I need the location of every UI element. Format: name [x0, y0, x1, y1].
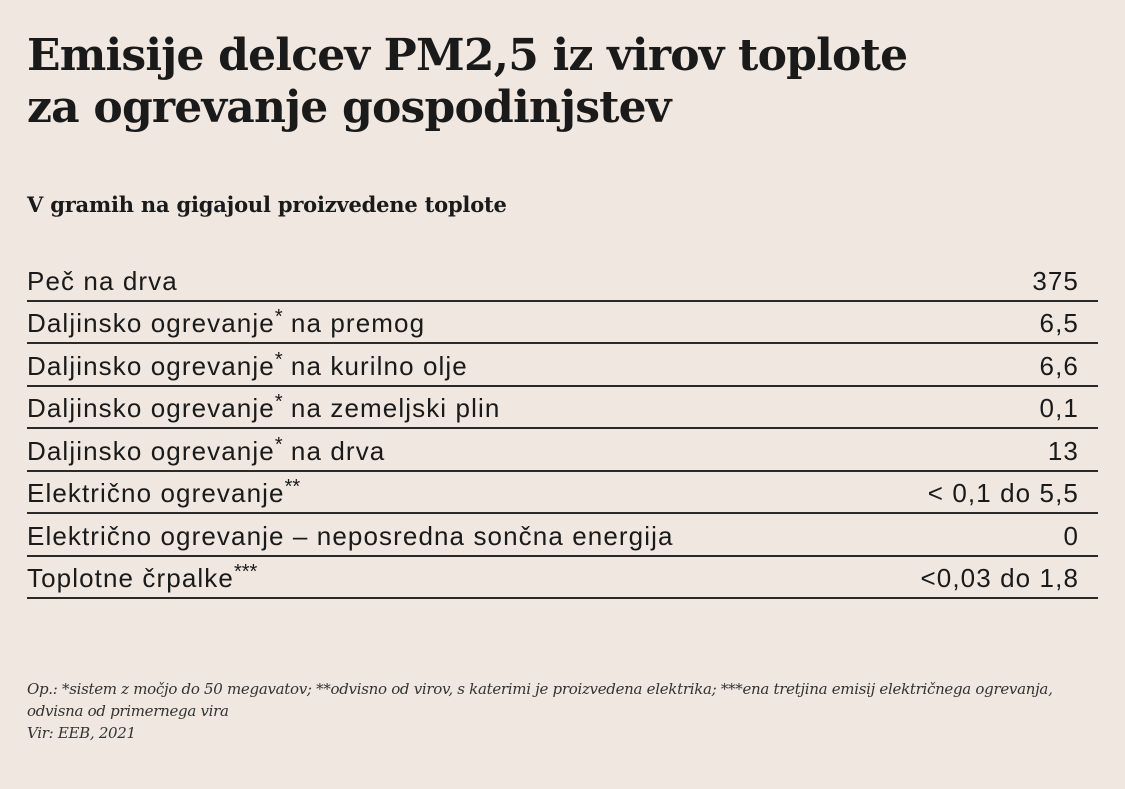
row-label-suffix: na zemeljski plin — [282, 393, 501, 423]
row-value: 6,6 — [1039, 350, 1079, 381]
table-row — [27, 514, 1098, 557]
footnote: Op.: *sistem z močjo do 50 megavatov; **odvisno od virov, s katerimi je proizvedena elektrika; ***ena tretjina emisij električnega ogrevanja, odvisna od primernega vira — [27, 680, 1053, 720]
table-row — [27, 387, 1098, 430]
row-label-suffix: na kurilno olje — [282, 350, 468, 381]
source-note: Vir: EEB, 2021 — [27, 724, 136, 742]
footnote-marker: * — [274, 391, 283, 413]
row-label — [27, 350, 468, 382]
row-label — [27, 520, 674, 552]
table-row — [27, 259, 1098, 302]
row-label — [27, 392, 500, 424]
row-label-suffix: na drva — [282, 435, 386, 466]
chart-subtitle: V gramih na gigajoul proizvedene toplote — [27, 192, 507, 217]
chart-title-line-1: Emisije delcev PM2,5 iz virov toplote — [27, 30, 908, 81]
row-label — [27, 265, 178, 297]
row-value: 6,5 — [1039, 308, 1079, 338]
row-label-text: Peč na drva — [27, 265, 178, 296]
row-value: 0 — [1063, 520, 1079, 551]
table-row — [27, 429, 1098, 472]
row-label-text: Daljinsko ogrevanje — [27, 435, 275, 466]
row-value: 0,1 — [1039, 393, 1079, 423]
row-label-text: Daljinsko ogrevanje — [27, 350, 275, 381]
table-row — [27, 344, 1098, 387]
row-label — [27, 562, 257, 594]
footnote-marker: *** — [233, 561, 258, 583]
row-label — [27, 477, 300, 509]
row-label-text: Električno ogrevanje — [27, 478, 285, 508]
table-row — [27, 302, 1098, 345]
row-label — [27, 435, 385, 467]
row-value: <0,03 do 1,8 — [920, 563, 1079, 593]
footnote-marker: * — [274, 348, 283, 371]
table-row — [27, 557, 1098, 600]
chart-title-line-2: za ogrevanje gospodinjstev — [27, 82, 671, 133]
row-label-suffix: na premog — [282, 308, 426, 338]
chart-footer — [27, 678, 1087, 744]
row-label-text: Daljinsko ogrevanje — [27, 393, 275, 423]
row-value: 375 — [1032, 265, 1079, 296]
table-row — [27, 472, 1098, 515]
footnote-marker: ** — [284, 476, 301, 498]
row-label-text: Toplotne črpalke — [27, 563, 234, 593]
row-value: 13 — [1047, 435, 1079, 466]
footnote-marker: * — [274, 306, 283, 328]
chart-title — [27, 30, 1087, 134]
row-value: < 0,1 do 5,5 — [927, 478, 1079, 508]
row-label-text: Električno ogrevanje – neposredna sončna energija — [27, 520, 674, 551]
footnote-marker: * — [274, 433, 283, 456]
emissions-table — [27, 259, 1098, 599]
row-label-text: Daljinsko ogrevanje — [27, 308, 275, 338]
row-label — [27, 307, 425, 339]
